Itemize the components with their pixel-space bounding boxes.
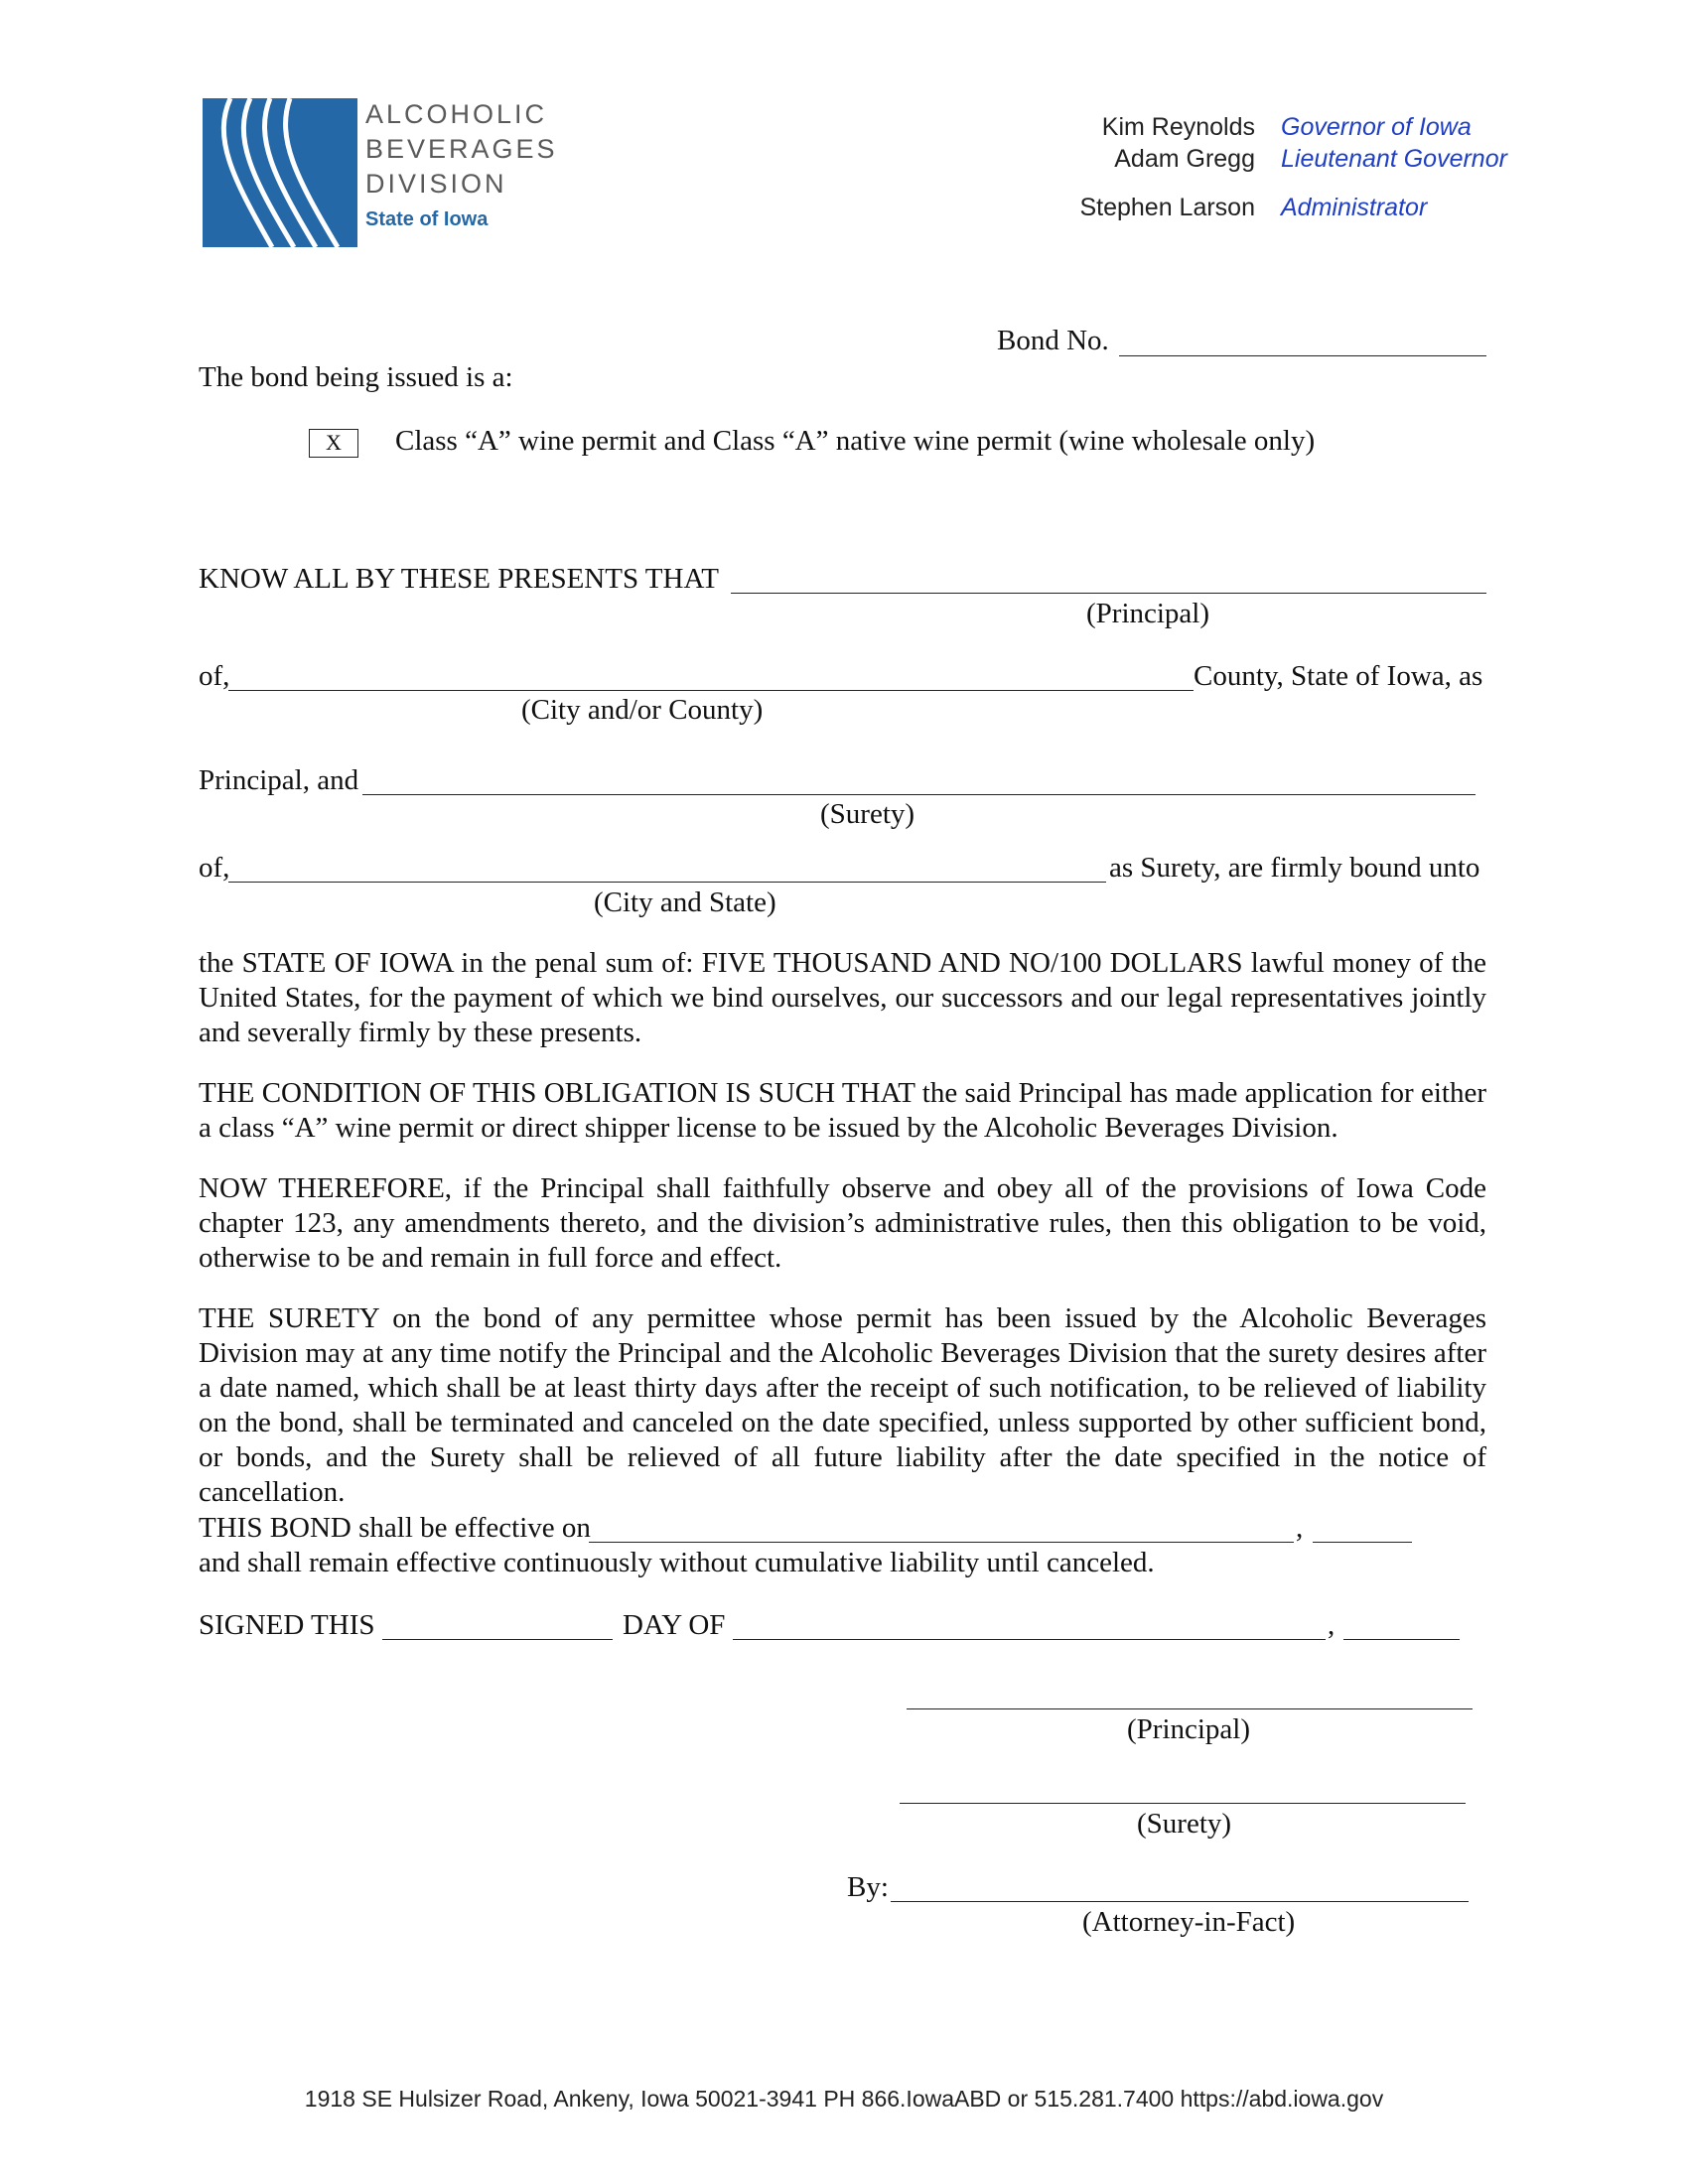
signature-principal-caption: (Principal) [1127,1713,1251,1745]
signed-comma: , [1328,1609,1336,1641]
now-therefore-paragraph: NOW THEREFORE, if the Principal shall faithfully observe and obey all of the provisions of Iowa Code chapter 123, any amendments thereto, and the division’s administrative rules, then this obligation to be void, otherwise to be and remain in full force and effect. [199,1172,1486,1274]
surety-of-label: of, [199,852,230,884]
bond-no-field[interactable] [1119,355,1486,356]
principal-name-field[interactable] [731,593,1486,594]
class-a-wine-checkbox[interactable] [309,429,358,458]
condition-paragraph: THE CONDITION OF THIS OBLIGATION IS SUCH THAT the said Principal has made application for either a class “A” wine permit or direct shipper license to be issued by the Alcoholic Beverages Division. [199,1077,1486,1144]
wave-lines-icon [203,98,357,247]
bond-type-intro: The bond being issued is a: [199,361,513,393]
official-title-lt-governor: Lieutenant Governor [1281,145,1507,173]
penal-sum-paragraph: the STATE OF IOWA in the penal sum of: FIVE THOUSAND AND NO/100 DOLLARS lawful money of the United States, for the payment of which we bind ourselves, our successors and our legal representatives jointly and severally firmly by these presents. [199,947,1486,1048]
surety-caption: (Surety) [820,798,915,830]
city-county-caption: (City and/or County) [521,694,764,726]
principal-and-label: Principal, and [199,764,359,796]
signed-this-label: SIGNED THIS [199,1609,375,1641]
attorney-signature-field[interactable] [891,1901,1469,1902]
city-state-caption: (City and State) [594,887,776,918]
class-a-wine-label: Class “A” wine permit and Class “A” native wine permit (wine wholesale only) [395,425,1316,457]
logo-line-1: ALCOHOLIC [365,99,548,129]
signature-surety-caption: (Surety) [1137,1808,1232,1840]
abd-logo-mark [203,98,357,247]
effective-comma: , [1296,1512,1304,1544]
effective-year-field[interactable] [1313,1542,1412,1543]
logo-state: State of Iowa [365,208,489,230]
signed-month-field[interactable] [733,1639,1326,1640]
official-title-governor: Governor of Iowa [1281,113,1472,141]
signed-year-field[interactable] [1343,1639,1460,1640]
official-name-administrator: Stephen Larson [1079,194,1255,221]
effective-label: THIS BOND shall be effective on [199,1512,591,1544]
effective-continuation: and shall remain effective continuously without cumulative liability until canceled. [199,1547,1155,1578]
principal-city-county-field[interactable] [228,690,1194,691]
of-label: of, [199,660,230,692]
signed-day-field[interactable] [382,1639,613,1640]
surety-suffix: as Surety, are firmly bound unto [1109,852,1480,884]
surety-paragraph: THE SURETY on the bond of any permittee whose permit has been issued by the Alcoholic Beverages Division may at any time notify the Principal and the Alcoholic Beverages Division that the surety desires after a date named, which shall be at least thirty days after the receipt of such notification, to be relieved of liability on the bond, shall be terminated and canceled on the date specified, unless supported by other sufficient bond, or bonds, and the Surety shall be relieved of all future liability after the date specified in the notice of cancellation. [199,1302,1486,1508]
know-all-label: KNOW ALL BY THESE PRESENTS THAT [199,563,719,595]
day-of-label: DAY OF [623,1609,726,1641]
surety-signature-field[interactable] [900,1803,1466,1804]
logo-line-2: BEVERAGES [365,134,558,164]
attorney-caption: (Attorney-in-Fact) [1082,1906,1296,1938]
principal-signature-field[interactable] [907,1708,1473,1709]
by-label: By: [847,1871,889,1903]
bond-no-label: Bond No. [997,325,1109,356]
logo-line-3: DIVISION [365,169,507,199]
surety-name-field[interactable] [362,794,1476,795]
official-title-administrator: Administrator [1281,194,1428,221]
official-name-lt-governor: Adam Gregg [1114,145,1255,173]
effective-date-field[interactable] [589,1542,1294,1543]
county-suffix: County, State of Iowa, as [1194,660,1483,692]
checkbox-mark: X [326,430,342,455]
official-name-governor: Kim Reynolds [1101,113,1255,141]
principal-caption: (Principal) [1086,598,1210,629]
surety-city-state-field[interactable] [228,882,1106,883]
footer-address: 1918 SE Hulsizer Road, Ankeny, Iowa 50021-3941 PH 866.IowaABD or 515.281.7400 https://abd.iowa.gov [304,2086,1384,2112]
